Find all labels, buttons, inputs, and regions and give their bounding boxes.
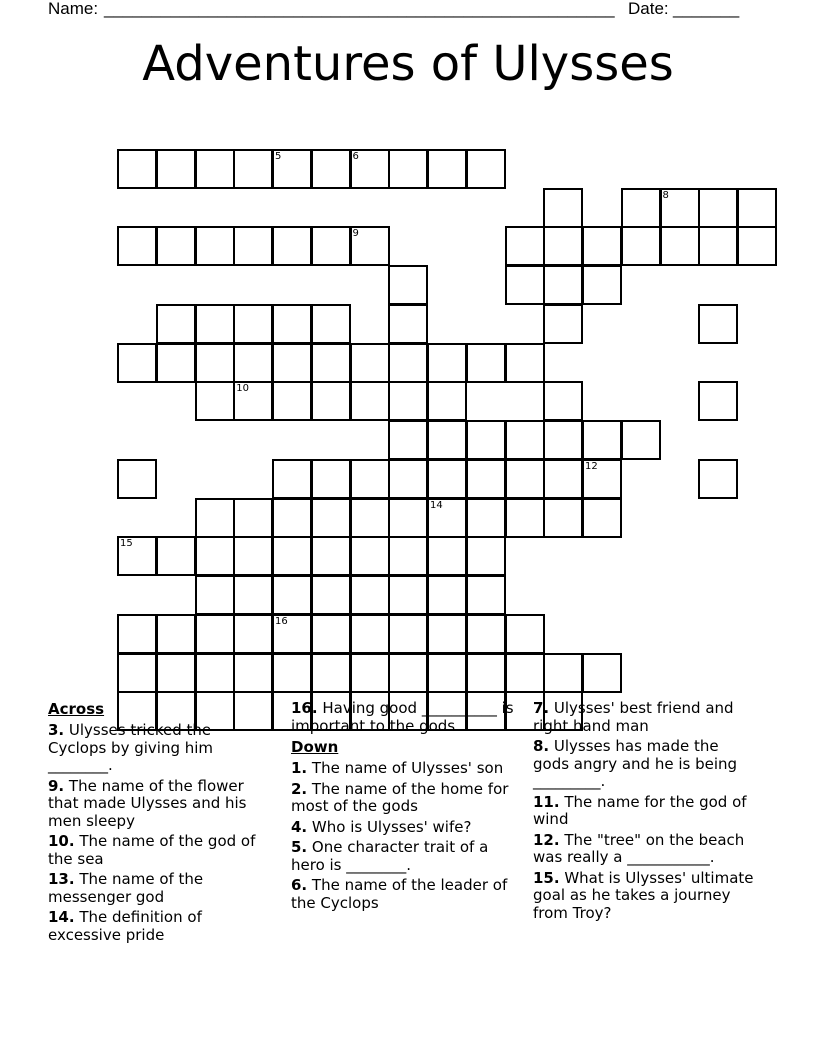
date-label: Date: <box>628 0 669 18</box>
page-title: Adventures of Ulysses <box>142 36 674 92</box>
clue-text: The definition of excessive pride <box>48 908 202 944</box>
clue-number-label: 6 <box>352 150 359 162</box>
clue-number: 6. <box>291 876 308 894</box>
down-clue-5 <box>291 839 517 874</box>
clue-text: The name of the messenger god <box>48 870 204 906</box>
clue-number-label: 10 <box>236 383 249 395</box>
clue-text: The "tree" on the beach was really a ___________. <box>533 830 745 866</box>
clue-text: What is Ulysses' ultimate goal as he takes a journey from Troy? <box>533 868 754 922</box>
across-clue-9 <box>48 778 274 831</box>
clue-number: 12. <box>533 830 560 849</box>
down-clue-2 <box>291 781 517 816</box>
down-clue-12 <box>533 832 759 867</box>
clue-number: 9. <box>48 776 65 795</box>
clue-text: The name of Ulysses' son <box>307 759 504 777</box>
clue-number: 7. <box>533 699 550 717</box>
across-clue-10 <box>48 833 274 868</box>
across-clue-3 <box>48 722 274 775</box>
clue-number: 11. <box>533 792 560 811</box>
clue-number: 15. <box>533 868 560 887</box>
clue-text: One character trait of a hero is ________. <box>291 838 489 874</box>
clue-number: 8. <box>533 737 550 755</box>
clue-number: 13. <box>48 870 75 888</box>
clue-number-label: 12 <box>585 460 598 472</box>
across-heading: Across <box>48 700 105 718</box>
clue-number-label: 16 <box>275 615 288 627</box>
clue-text: Ulysses tricked the Cyclops by giving him ________. <box>48 721 214 774</box>
clue-column-3 <box>533 700 759 925</box>
clue-number: 4. <box>291 817 308 836</box>
clue-number-label: 8 <box>662 189 669 201</box>
down-clue-4 <box>291 819 517 837</box>
clue-text: Ulysses' best friend and right hand man <box>533 699 734 735</box>
across-clue-16 <box>291 700 517 735</box>
clue-number-label: 9 <box>352 228 359 240</box>
clue-text: The name of the home for most of the gods <box>291 779 509 815</box>
clue-number-label: 15 <box>120 538 133 550</box>
clue-text: The name for the god of wind <box>533 792 747 828</box>
clue-column-1 <box>48 700 274 947</box>
clue-number: 1. <box>291 759 308 777</box>
clue-text: Who is Ulysses' wife? <box>307 817 472 836</box>
name-line[interactable]: ______________________________________________________ <box>104 0 615 18</box>
clue-number: 16. <box>291 699 318 717</box>
clue-number-label: 14 <box>430 499 443 511</box>
down-clue-11 <box>533 794 759 829</box>
clue-number: 2. <box>291 779 308 798</box>
clue-number-label: 5 <box>275 150 282 162</box>
across-clue-14 <box>48 909 274 944</box>
down-clue-7 <box>533 700 759 735</box>
clue-text: Having good __________ is important to the gods. <box>291 699 514 735</box>
clue-number: 3. <box>48 721 65 739</box>
clue-text: Ulysses has made the gods angry and he is being _________. <box>533 737 738 790</box>
date-line[interactable]: _______ <box>673 0 740 18</box>
down-clue-1 <box>291 760 517 778</box>
down-clue-8 <box>533 738 759 791</box>
clue-text: The name of the leader of the Cyclops <box>291 876 508 912</box>
down-clue-15 <box>533 870 759 923</box>
clue-text: The name of the god of the sea <box>48 832 256 868</box>
name-label: Name: <box>48 0 99 18</box>
down-heading: Down <box>291 738 339 756</box>
clue-number: 10. <box>48 832 75 850</box>
clue-column-2 <box>291 700 517 915</box>
across-clue-13 <box>48 871 274 906</box>
clue-number: 14. <box>48 908 75 926</box>
clue-text: The name of the flower that made Ulysses and his men sleepy <box>48 776 247 830</box>
down-clue-6 <box>291 877 517 912</box>
clue-number: 5. <box>291 838 308 856</box>
